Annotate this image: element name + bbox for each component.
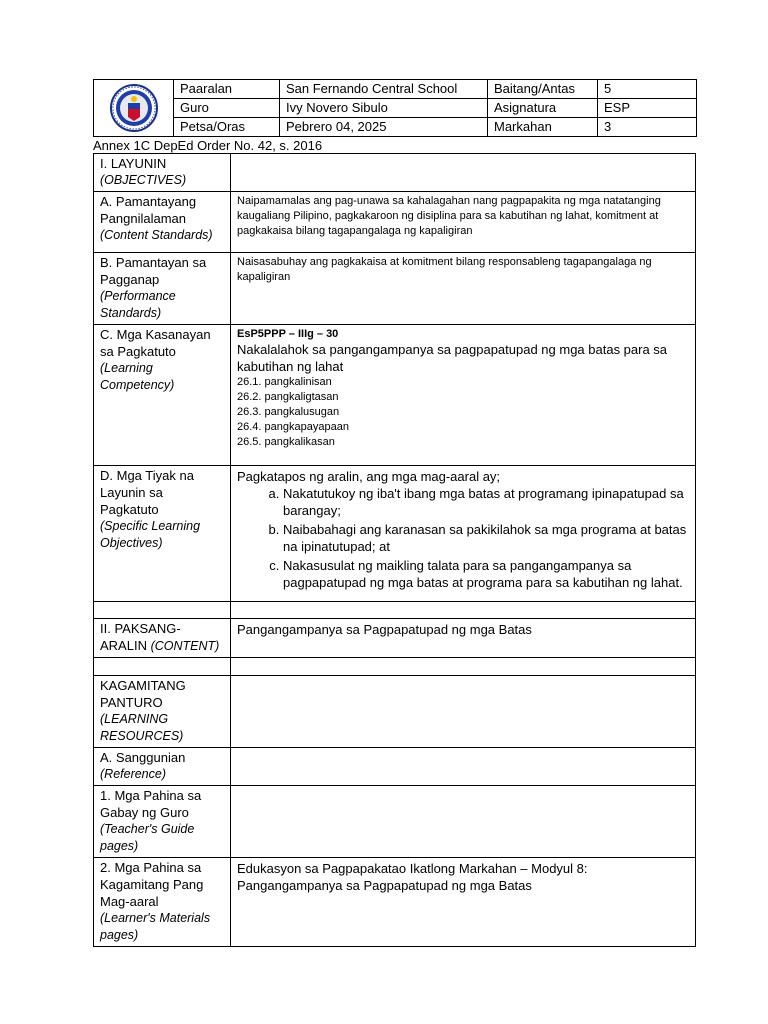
content-text: Pangangampanya sa Pagpapatupad ng mga Batas [237,622,532,637]
competency-main: Nakalalahok sa pangangampanya sa pagpapatupad ng mga batas para sa kabutihan ng lahat [237,342,668,374]
content-sub: (CONTENT) [150,639,220,653]
lm-pages-sub: (Learner's Materials pages) [100,911,211,942]
row-specific-objectives [94,466,696,602]
resources-sub: (LEARNING RESOURCES) [100,712,184,743]
quarter-value: 3 [598,118,697,137]
lesson-plan-page [93,79,696,947]
row-lm-pages [94,858,696,947]
row-content-standards [94,192,696,253]
tg-pages-label: 1. Mga Pahina sa Gabay ng Guro [100,788,202,820]
date-value: Pebrero 04, 2025 [280,118,488,137]
objectives-sub: (OBJECTIVES) [100,173,187,187]
row-reference [94,748,696,786]
deped-logo [94,80,174,137]
content-standards-text: Naipamamalas ang pag-unawa sa kahalagahan nang pagpapakita ng mga natatanging kaugaliang Pilipino, pagkakaroon ng disiplina para sa kabutihan ng lahat, komitment at pagkakaisa bilang tagapangalaga ng kapaligiran [237,195,661,237]
row-performance-standards [94,253,696,325]
row-tg-pages [94,786,696,858]
specific-intro: Pagkatapos ng aralin, ang mga mag-aaral ay; [237,469,501,484]
reference-sub: (Reference) [100,767,166,781]
lesson-table [93,153,696,947]
specific-list [237,485,689,591]
specific-label: D. Mga Tiyak na Layunin sa Pagkatuto [100,468,194,517]
specific-item: c. Nakasusulat ng maikling talata para sa pangangampanya sa pagpapatupad ng mga batas at programa para sa kabutihan ng lahat. [283,557,689,591]
deped-seal-icon [105,83,163,133]
quarter-label: Markahan [488,118,598,137]
performance-standards-text: Naisasabuhay ang pagkakaisa at komitment bilang responsableng tagapangalaga ng kapaligiran [237,256,652,283]
performance-standards-sub: (Performance Standards) [100,289,176,320]
grade-value: 5 [598,80,697,99]
content-standards-sub: (Content Standards) [100,228,213,242]
competency-label: C. Mga Kasanayan sa Pagkatuto [100,327,211,359]
grade-label: Baitang/Antas [488,80,598,99]
subject-label: Asignatura [488,99,598,118]
teacher-label: Guro [174,99,280,118]
competency-item: 26.4. pangkapayapaan [237,421,349,433]
competency-code: EsP5PPP – IIIg – 30 [237,328,339,340]
row-competency [94,325,696,466]
lm-pages-text: Edukasyon sa Pagpapakatao Ikatlong Markahan – Modyul 8: Pangangampanya sa Pagpapatupad ng mga Batas [237,861,588,893]
content-standards-label: A. Pamantayang Pangnilalaman [100,194,197,226]
row-resources [94,676,696,748]
competency-item: 26.2. pangkaligtasan [237,391,339,403]
competency-item: 26.5. pangkalikasan [237,436,335,448]
competency-item: 26.1. pangkalinisan [237,376,332,388]
header-table [93,79,697,137]
content-label: II. PAKSANG-ARALIN [100,621,181,653]
row-spacer [94,602,696,619]
specific-item: b. Naibabahagi ang karanasan sa pakikilahok sa mga programa at batas na ipinatutupad; at [283,521,689,555]
tg-pages-sub: (Teacher's Guide pages) [100,822,195,853]
school-value: San Fernando Central School [280,80,488,99]
resources-label: KAGAMITANG PANTURO [100,678,186,710]
specific-sub: (Specific Learning Objectives) [100,519,201,550]
reference-label: A. Sanggunian [100,750,186,765]
date-label: Petsa/Oras [174,118,280,137]
competency-sub: (Learning Competency) [100,361,175,392]
school-label: Paaralan [174,80,280,99]
specific-item: a. Nakatutukoy ng iba't ibang mga batas at programang ipinapatupad sa barangay; [283,485,689,519]
subject-value: ESP [598,99,697,118]
competency-item: 26.3. pangkalusugan [237,406,340,418]
teacher-value: Ivy Novero Sibulo [280,99,488,118]
objectives-label: I. LAYUNIN [100,156,167,171]
annex-caption: Annex 1C DepEd Order No. 42, s. 2016 [93,138,323,153]
performance-standards-label: B. Pamantayan sa Pagganap [100,255,207,287]
lm-pages-label: 2. Mga Pahina sa Kagamitang Pang Mag-aaral [100,860,204,909]
row-spacer [94,658,696,676]
row-objectives [94,154,696,192]
row-content [94,619,696,658]
